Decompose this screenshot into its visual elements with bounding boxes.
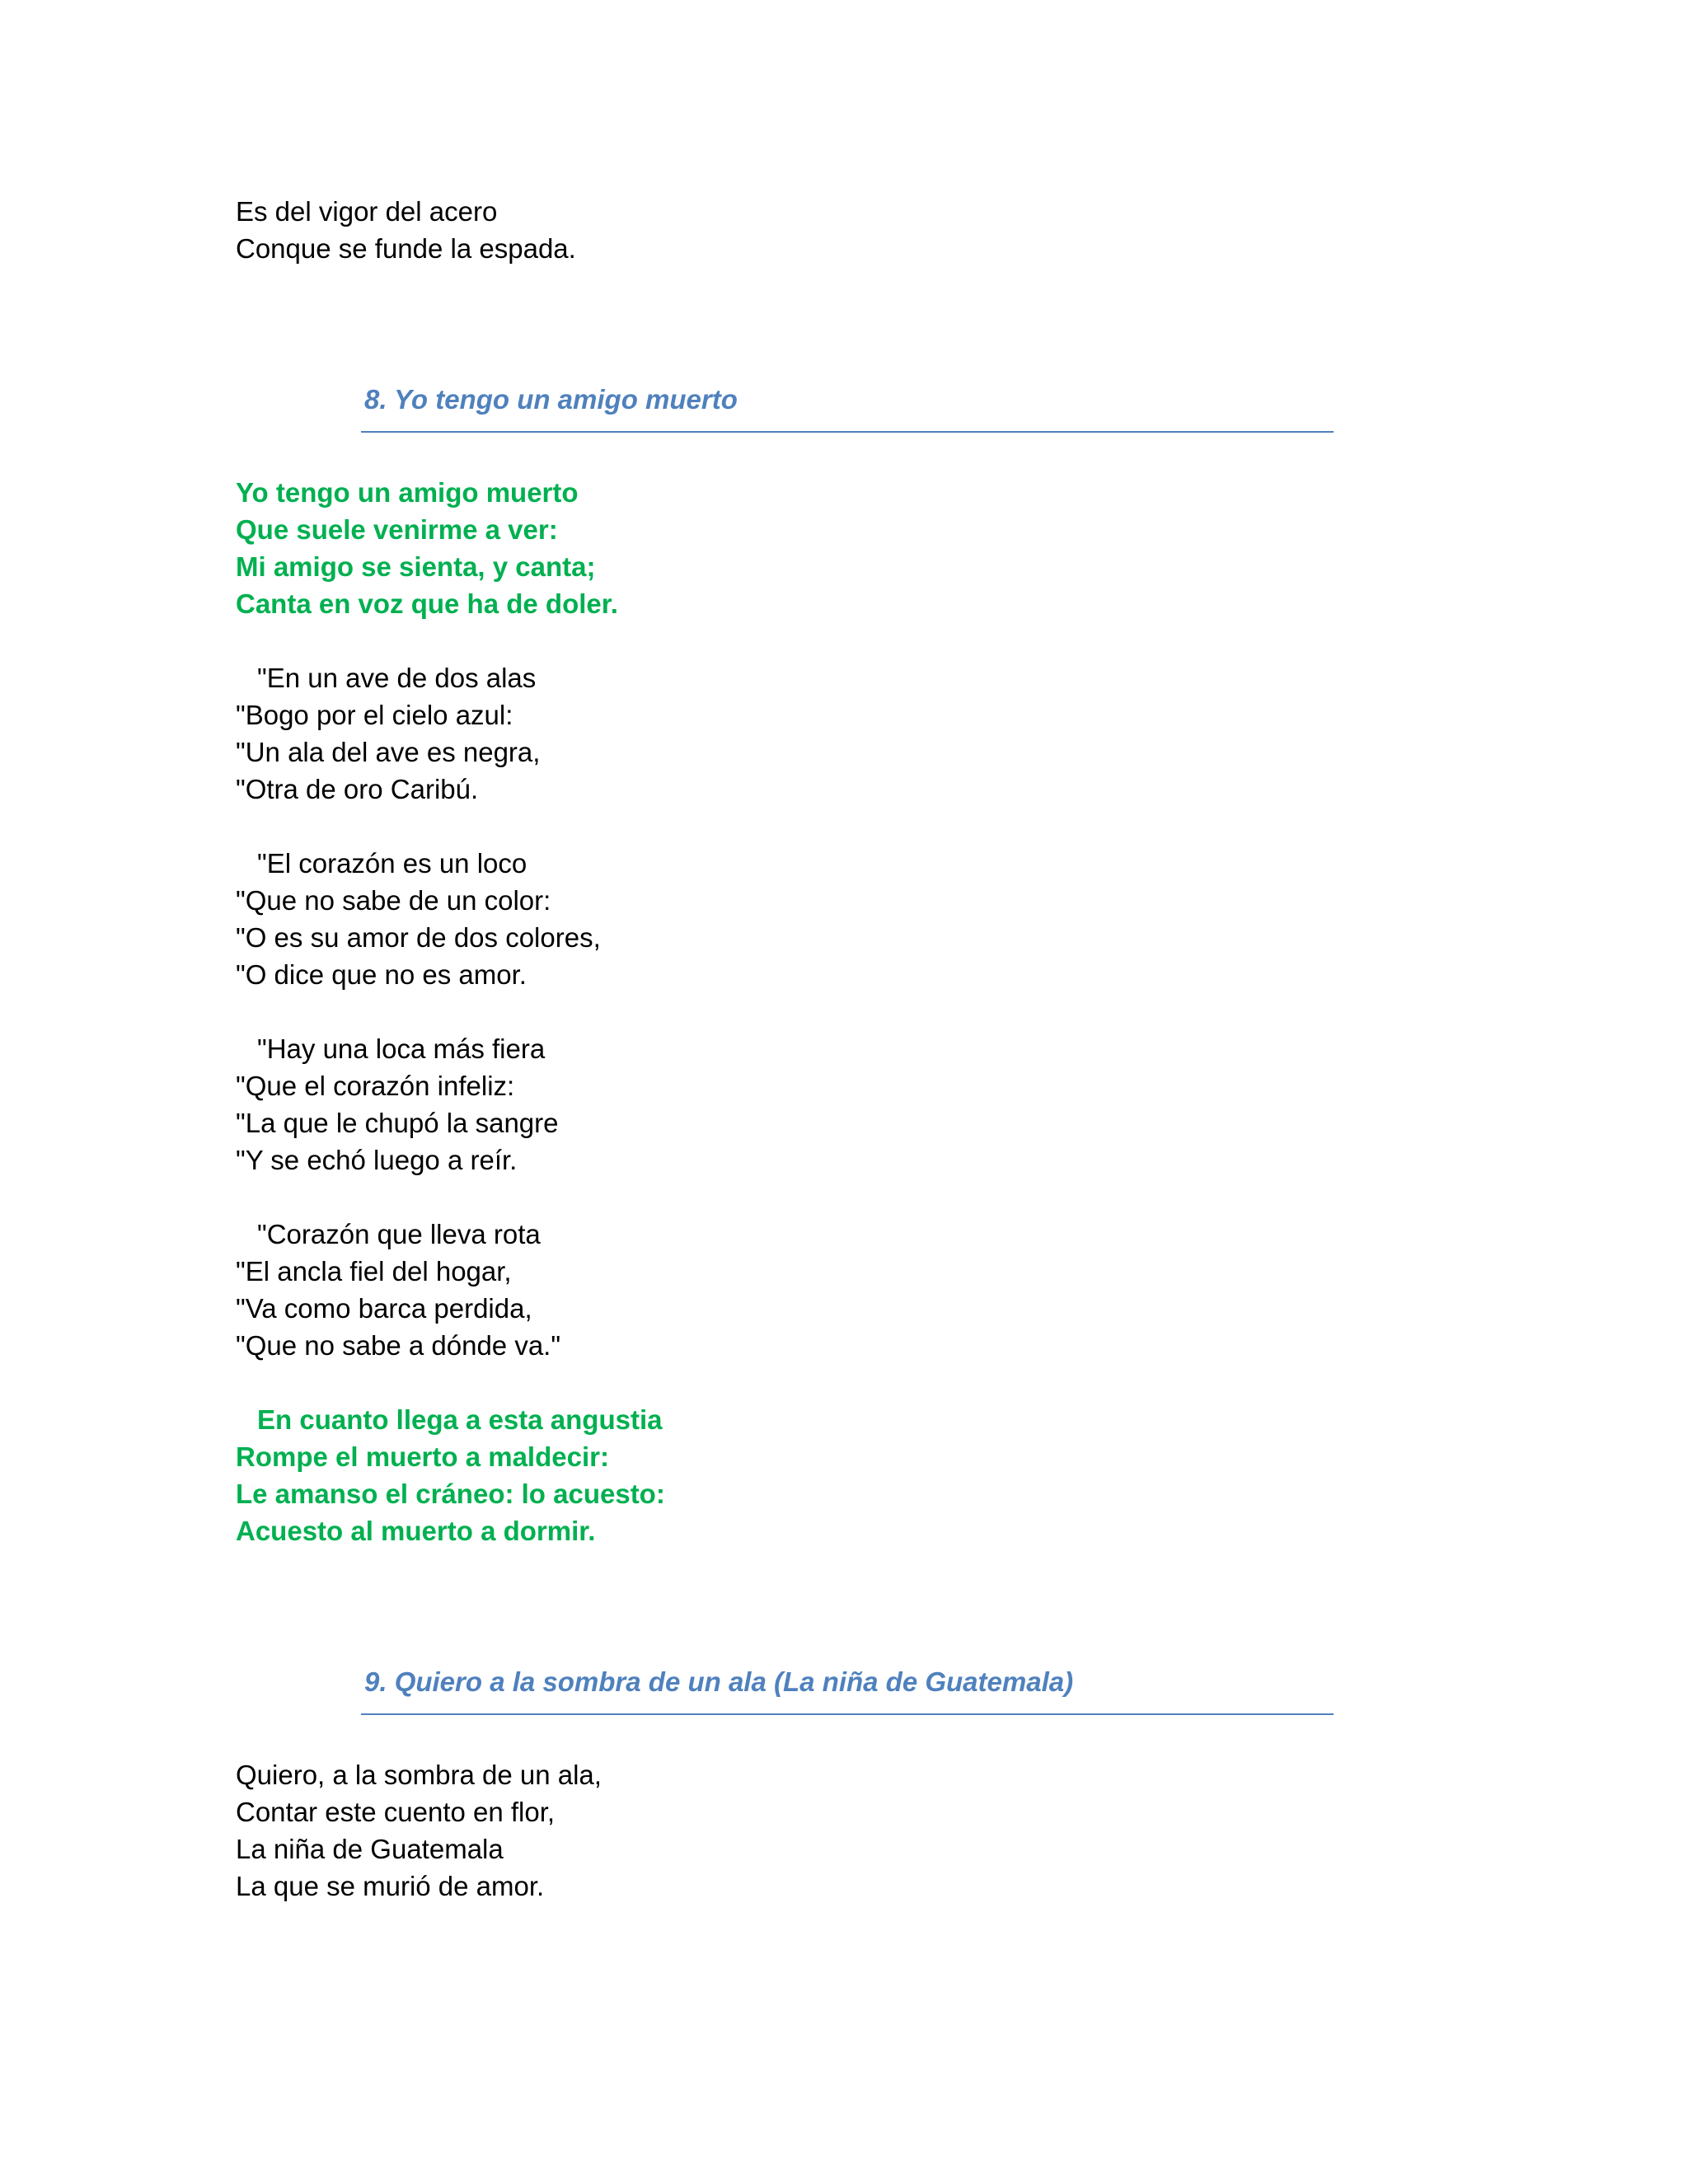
verse-line: "Va como barca perdida, — [236, 1293, 532, 1324]
verse-line: Mi amigo se sienta, y canta; — [236, 551, 596, 582]
section-9-stanza-1 — [236, 1756, 1390, 1905]
verse-line: Le amanso el cráneo: lo acuesto: — [236, 1479, 665, 1509]
verse-line: "O es su amor de dos colores, — [236, 922, 601, 953]
verse-line: "Que no sabe a dónde va." — [236, 1330, 561, 1361]
verse-line: La niña de Guatemala — [236, 1834, 504, 1864]
verse-line: Conque se funde la espada. — [236, 233, 576, 264]
section-8-title: 8. Yo tengo un amigo muerto — [364, 384, 738, 415]
stanza-5 — [236, 1216, 1390, 1364]
verse-line: "El ancla fiel del hogar, — [236, 1256, 512, 1286]
heading-divider — [361, 1713, 1334, 1715]
verse-line: "Y se echó luego a reír. — [236, 1145, 518, 1175]
verse-line: Yo tengo un amigo muerto — [236, 477, 579, 508]
verse-line: "Bogo por el cielo azul: — [236, 700, 513, 730]
verse-line: En cuanto llega a esta angustia — [257, 1404, 663, 1435]
verse-line: "Corazón que lleva rota — [257, 1219, 541, 1249]
verse-line: "Un ala del ave es negra, — [236, 737, 541, 767]
verse-line: Que suele venirme a ver: — [236, 514, 558, 545]
section-9-heading — [361, 1663, 1334, 1715]
verse-line: Contar este cuento en flor, — [236, 1797, 556, 1827]
verse-line: Acuesto al muerto a dormir. — [236, 1516, 596, 1546]
verse-line: "Otra de oro Caribú. — [236, 774, 479, 804]
section-8-heading — [361, 381, 1334, 433]
stanza-6 — [236, 1401, 1390, 1549]
verse-line: "El corazón es un loco — [257, 848, 528, 879]
verse-line: Quiero, a la sombra de un ala, — [236, 1760, 602, 1790]
verse-line: "O dice que no es amor. — [236, 959, 527, 990]
heading-divider — [361, 431, 1334, 433]
verse-line: "Hay una loca más fiera — [257, 1033, 546, 1064]
stanza-1 — [236, 474, 1390, 622]
verse-line: "Que no sabe de un color: — [236, 885, 551, 916]
section-9-title: 9. Quiero a la sombra de un ala (La niña de Guatemala) — [364, 1666, 1074, 1697]
intro-stanza — [236, 193, 1390, 267]
verse-line: "La que le chupó la sangre — [236, 1108, 559, 1138]
verse-line: Canta en voz que ha de doler. — [236, 588, 618, 619]
verse-line: "Que el corazón infeliz: — [236, 1071, 515, 1101]
stanza-4 — [236, 1030, 1390, 1179]
verse-line: "En un ave de dos alas — [257, 663, 537, 693]
verse-line: Es del vigor del acero — [236, 196, 498, 227]
stanza-2 — [236, 659, 1390, 808]
verse-line: La que se murió de amor. — [236, 1871, 545, 1901]
verse-line: Rompe el muerto a maldecir: — [236, 1441, 609, 1472]
stanza-3 — [236, 845, 1390, 993]
